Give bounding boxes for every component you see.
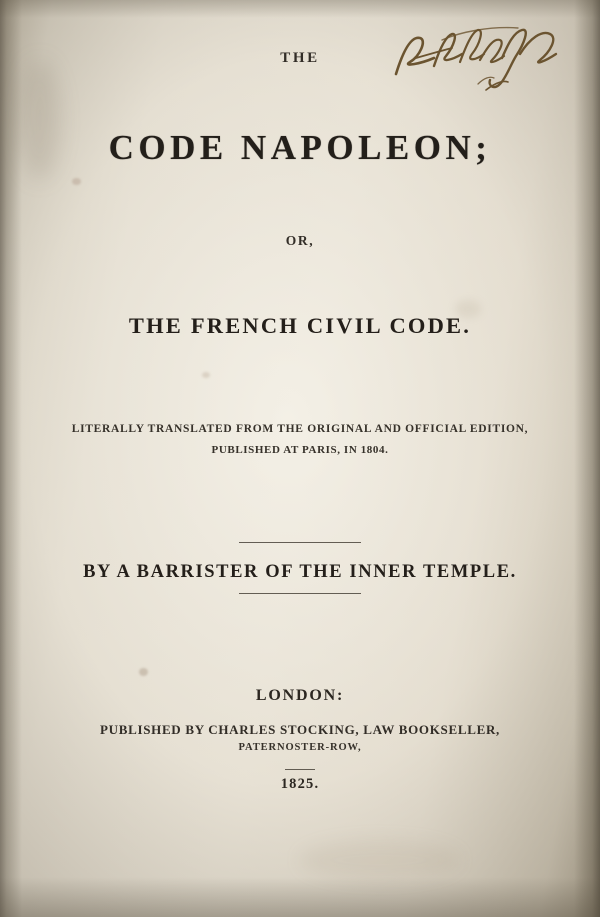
- page-edge-shadow-top: [0, 0, 600, 18]
- paper-speck: [139, 668, 148, 676]
- title-or: OR,: [285, 233, 315, 248]
- paper-speck: [72, 178, 81, 185]
- divider-rule-bottom: [239, 593, 361, 594]
- imprint-publisher: PUBLISHED BY CHARLES STOCKING, LAW BOOKSELLER,: [99, 722, 501, 737]
- imprint-city: LONDON:: [255, 687, 345, 704]
- divider-rule-short: [285, 769, 315, 770]
- title-the: THE: [280, 50, 320, 66]
- divider-rule-top: [239, 542, 361, 543]
- translation-note-line-1: LITERALLY TRANSLATED FROM THE ORIGINAL AND OFFICIAL EDITION,: [71, 423, 529, 435]
- page-subtitle: THE FRENCH CIVIL CODE.: [128, 313, 472, 338]
- imprint-year: 1825.: [280, 776, 320, 792]
- paper-speck: [202, 372, 210, 378]
- paper-stain: [300, 840, 460, 880]
- translation-note-line-2: PUBLISHED AT PARIS, IN 1804.: [211, 444, 389, 456]
- page-title: CODE NAPOLEON;: [108, 128, 492, 167]
- imprint-street: PATERNOSTER-ROW,: [238, 742, 362, 753]
- author-attribution: BY A BARRISTER OF THE INNER TEMPLE.: [83, 562, 517, 582]
- page-edge-shadow-bottom: [0, 877, 600, 917]
